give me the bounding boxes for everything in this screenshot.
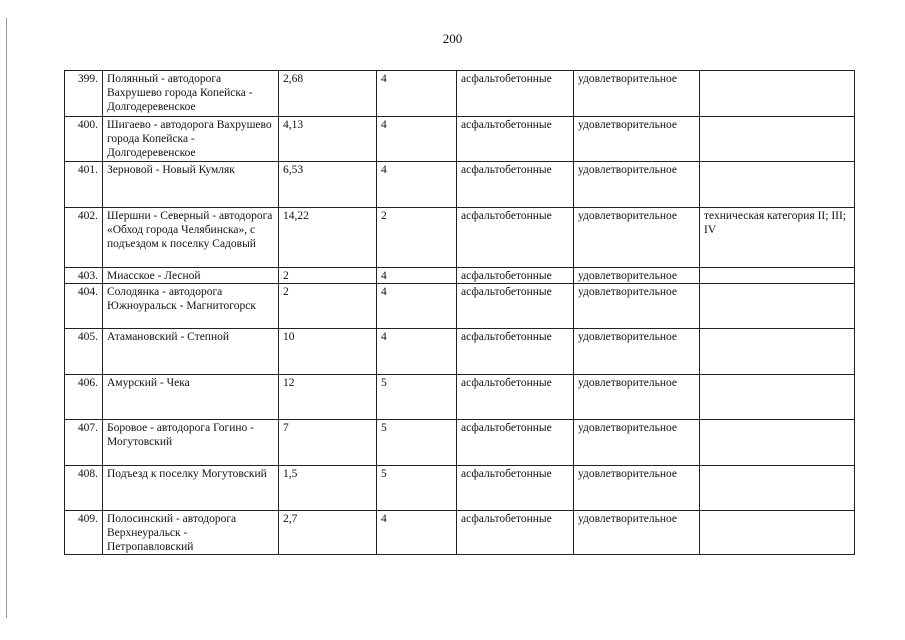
road-note	[700, 375, 855, 420]
road-length: 2,68	[279, 71, 377, 117]
row-number: 402.	[65, 208, 103, 268]
surface-type: асфальтобетонные	[457, 466, 574, 511]
road-category: 4	[377, 162, 457, 208]
row-number: 406.	[65, 375, 103, 420]
road-length: 1,5	[279, 466, 377, 511]
road-name: Солодянка - автодорога Южноуральск - Магнитогорск	[103, 284, 279, 329]
table-row	[65, 208, 855, 268]
row-number: 399.	[65, 71, 103, 117]
table-row	[65, 511, 855, 555]
surface-type: асфальтобетонные	[457, 162, 574, 208]
row-number: 407.	[65, 420, 103, 466]
table-row	[65, 420, 855, 466]
row-number: 404.	[65, 284, 103, 329]
road-note	[700, 71, 855, 117]
surface-type: асфальтобетонные	[457, 329, 574, 375]
surface-type: асфальтобетонные	[457, 375, 574, 420]
road-condition: удовлетворительное	[574, 329, 700, 375]
road-category: 4	[377, 329, 457, 375]
road-name: Шигаево - автодорога Вахрушево города Копейска - Долгодеревенское	[103, 117, 279, 162]
road-category: 5	[377, 466, 457, 511]
row-number: 400.	[65, 117, 103, 162]
road-length: 14,22	[279, 208, 377, 268]
road-note	[700, 284, 855, 329]
table-row	[65, 284, 855, 329]
road-name: Подъезд к поселку Могутовский	[103, 466, 279, 511]
road-category: 5	[377, 420, 457, 466]
road-condition: удовлетворительное	[574, 268, 700, 284]
row-number: 403.	[65, 268, 103, 284]
road-condition: удовлетворительное	[574, 511, 700, 555]
row-number: 408.	[65, 466, 103, 511]
road-category: 5	[377, 375, 457, 420]
road-category: 4	[377, 284, 457, 329]
road-name: Боровое - автодорога Гогино - Могутовский	[103, 420, 279, 466]
table-row	[65, 375, 855, 420]
road-category: 2	[377, 208, 457, 268]
road-category: 4	[377, 511, 457, 555]
surface-type: асфальтобетонные	[457, 268, 574, 284]
table-row	[65, 329, 855, 375]
road-length: 4,13	[279, 117, 377, 162]
road-name: Амурский - Чека	[103, 375, 279, 420]
road-name: Полосинский - автодорога Верхнеуральск - Петропавловский	[103, 511, 279, 555]
road-length: 10	[279, 329, 377, 375]
road-condition: удовлетворительное	[574, 284, 700, 329]
road-condition: удовлетворительное	[574, 162, 700, 208]
surface-type: асфальтобетонные	[457, 117, 574, 162]
road-note	[700, 466, 855, 511]
road-condition: удовлетворительное	[574, 420, 700, 466]
road-name: Шершни - Северный - автодорога «Обход города Челябинска», с подъездом к поселку Садовый	[103, 208, 279, 268]
road-length: 12	[279, 375, 377, 420]
road-note	[700, 329, 855, 375]
surface-type: асфальтобетонные	[457, 284, 574, 329]
road-category: 4	[377, 117, 457, 162]
road-name: Атамановский - Степной	[103, 329, 279, 375]
row-number: 409.	[65, 511, 103, 555]
roads-table	[64, 70, 855, 555]
road-condition: удовлетворительное	[574, 71, 700, 117]
road-name: Полянный - автодорога Вахрушево города Копейска - Долгодеревенское	[103, 71, 279, 117]
surface-type: асфальтобетонные	[457, 208, 574, 268]
road-note	[700, 117, 855, 162]
page-number: 200	[442, 31, 463, 46]
road-note: техническая категория II; III; IV	[700, 208, 855, 268]
row-number: 405.	[65, 329, 103, 375]
road-condition: удовлетворительное	[574, 208, 700, 268]
road-note	[700, 420, 855, 466]
road-condition: удовлетворительное	[574, 466, 700, 511]
table-row	[65, 268, 855, 284]
road-note	[700, 511, 855, 555]
surface-type: асфальтобетонные	[457, 420, 574, 466]
road-note	[700, 268, 855, 284]
table-row	[65, 71, 855, 117]
road-length: 6,53	[279, 162, 377, 208]
road-category: 4	[377, 268, 457, 284]
road-name: Миасское - Лесной	[103, 268, 279, 284]
road-name: Зерновой - Новый Кумляк	[103, 162, 279, 208]
table-row	[65, 466, 855, 511]
road-category: 4	[377, 71, 457, 117]
road-length: 2	[279, 268, 377, 284]
surface-type: асфальтобетонные	[457, 511, 574, 555]
scan-left-edge-line	[6, 18, 7, 618]
surface-type: асфальтобетонные	[457, 71, 574, 117]
road-length: 7	[279, 420, 377, 466]
table-row	[65, 117, 855, 162]
road-note	[700, 162, 855, 208]
row-number: 401.	[65, 162, 103, 208]
road-length: 2	[279, 284, 377, 329]
road-length: 2,7	[279, 511, 377, 555]
table-row	[65, 162, 855, 208]
road-condition: удовлетворительное	[574, 117, 700, 162]
road-condition: удовлетворительное	[574, 375, 700, 420]
